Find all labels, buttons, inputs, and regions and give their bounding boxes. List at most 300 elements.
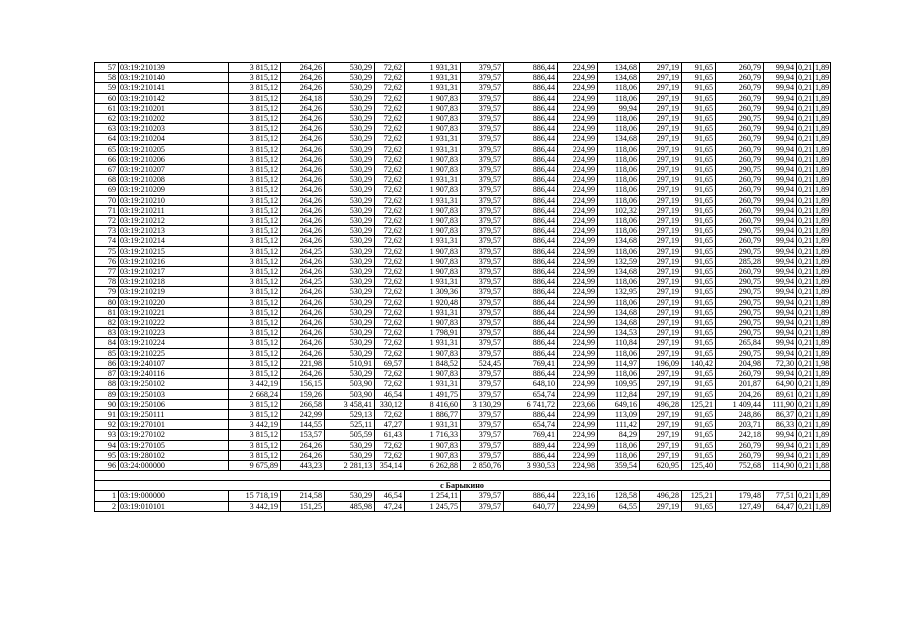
table-cell: 91,65 <box>682 440 716 450</box>
table-cell: 260,79 <box>716 124 764 134</box>
row-code: 03:19:210211 <box>119 205 229 215</box>
table-cell: 1 931,31 <box>405 420 461 430</box>
row-number: 69 <box>95 185 119 195</box>
table-cell: 530,29 <box>325 195 375 205</box>
table-cell: 72,30 <box>764 358 797 368</box>
table-cell: 264,18 <box>281 93 325 103</box>
row-number: 1 <box>95 491 119 501</box>
row-code: 03:19:210213 <box>119 226 229 236</box>
table-cell: 260,79 <box>716 195 764 205</box>
row-code: 03:19:250103 <box>119 389 229 399</box>
table-cell: 72,62 <box>375 134 405 144</box>
table-cell: 224,99 <box>558 358 598 368</box>
row-code: 03:19:210216 <box>119 256 229 266</box>
table-cell: 1 907,83 <box>405 256 461 266</box>
row-code: 03:19:210212 <box>119 216 229 226</box>
table-cell: 224,99 <box>558 420 598 430</box>
section-title: с Барыкино <box>95 481 831 491</box>
table-cell: 1 254,11 <box>405 491 461 501</box>
table-cell: 260,79 <box>716 236 764 246</box>
table-cell: 99,94 <box>764 63 797 73</box>
table-cell: 297,19 <box>640 83 682 93</box>
table-cell: 224,99 <box>558 144 598 154</box>
table-cell: 297,19 <box>640 369 682 379</box>
row-number: 92 <box>95 420 119 430</box>
table-cell: 290,75 <box>716 226 764 236</box>
table-cell: 118,06 <box>598 226 640 236</box>
row-number: 94 <box>95 440 119 450</box>
table-cell: 379,57 <box>461 307 504 317</box>
row-number: 2 <box>95 501 119 511</box>
table-cell: 1,89 <box>815 73 830 83</box>
table-cell: 0,21 <box>798 267 813 277</box>
table-row <box>95 236 831 246</box>
spacer-row <box>95 471 831 481</box>
table-cell: 72,62 <box>375 440 405 450</box>
table-cell: 72,62 <box>375 154 405 164</box>
table-row <box>95 409 831 419</box>
table-cell: 886,44 <box>504 328 558 338</box>
table-cell: 91,65 <box>682 114 716 124</box>
row-code: 03:19:210210 <box>119 195 229 205</box>
row-code: 03:19:210204 <box>119 134 229 144</box>
table-cell: 118,06 <box>598 216 640 226</box>
table-row <box>95 154 831 164</box>
table-cell: 297,19 <box>640 185 682 195</box>
table-cell: 86,37 <box>764 409 797 419</box>
table-cell: 3 442,19 <box>229 501 281 511</box>
table-cell: 1,89 <box>815 369 830 379</box>
table-cell: 1,89 <box>815 287 830 297</box>
table-cell: 224,99 <box>558 297 598 307</box>
table-cell: 118,06 <box>598 369 640 379</box>
table-cell: 379,57 <box>461 124 504 134</box>
table-cell: 91,65 <box>682 154 716 164</box>
table-cell: 3 815,12 <box>229 195 281 205</box>
section-header-row <box>95 481 831 491</box>
table-cell: 72,62 <box>375 144 405 154</box>
row-code: 03:19:250102 <box>119 379 229 389</box>
table-cell: 264,26 <box>281 134 325 144</box>
table-cell: 91,65 <box>682 420 716 430</box>
table-cell: 224,98 <box>558 460 598 470</box>
table-cell: 0,21 <box>798 399 813 409</box>
table-cell: 260,79 <box>716 93 764 103</box>
table-cell: 886,44 <box>504 165 558 175</box>
table-cell: 886,44 <box>504 114 558 124</box>
table-cell: 134,68 <box>598 73 640 83</box>
table-cell: 1 907,83 <box>405 348 461 358</box>
table-cell: 530,29 <box>325 114 375 124</box>
table-cell: 214,58 <box>281 491 325 501</box>
table-cell: 99,94 <box>764 369 797 379</box>
table-cell: 1 907,83 <box>405 205 461 215</box>
section-body <box>95 471 831 512</box>
table-cell: 118,06 <box>598 83 640 93</box>
table-cell: 886,44 <box>504 205 558 215</box>
table-cell: 3 815,12 <box>229 256 281 266</box>
table-cell: 297,19 <box>640 205 682 215</box>
table-cell: 297,19 <box>640 450 682 460</box>
table-cell: 297,19 <box>640 256 682 266</box>
table-cell: 264,26 <box>281 267 325 277</box>
table-cell: 1 931,31 <box>405 195 461 205</box>
table-cell: 886,44 <box>504 185 558 195</box>
table-cell: 1 931,31 <box>405 379 461 389</box>
table-cell: 1 491,75 <box>405 389 461 399</box>
table-cell: 0,21 <box>798 246 813 256</box>
table-cell: 379,57 <box>461 165 504 175</box>
table-cell: 1 907,83 <box>405 440 461 450</box>
table-row <box>95 63 831 73</box>
table-cell: 260,79 <box>716 63 764 73</box>
table-cell: 530,29 <box>325 267 375 277</box>
row-code: 03:19:210217 <box>119 267 229 277</box>
table-cell: 1 931,31 <box>405 73 461 83</box>
table-cell: 3 815,12 <box>229 338 281 348</box>
table-cell: 886,44 <box>504 175 558 185</box>
table-cell: 224,99 <box>558 73 598 83</box>
table-cell: 99,94 <box>764 103 797 113</box>
table-cell: 91,65 <box>682 389 716 399</box>
table-cell: 530,29 <box>325 297 375 307</box>
table-cell: 118,06 <box>598 348 640 358</box>
table-cell: 224,99 <box>558 369 598 379</box>
table-cell: 264,26 <box>281 236 325 246</box>
table-cell: 91,65 <box>682 63 716 73</box>
table-cell: 3 815,12 <box>229 134 281 144</box>
table-row <box>95 267 831 277</box>
table-cell: 0,21 <box>798 73 813 83</box>
table-cell: 379,57 <box>461 491 504 501</box>
table-cell: 72,62 <box>375 318 405 328</box>
table-cell: 886,44 <box>504 318 558 328</box>
table-cell: 379,57 <box>461 175 504 185</box>
row-code: 03:19:240116 <box>119 369 229 379</box>
table-cell: 530,29 <box>325 491 375 501</box>
table-cell: 0,21 <box>798 185 813 195</box>
table-cell: 72,62 <box>375 93 405 103</box>
table-cell: 1,89 <box>815 318 830 328</box>
table-cell: 134,68 <box>598 307 640 317</box>
table-cell: 224,99 <box>558 63 598 73</box>
table-cell: 886,44 <box>504 103 558 113</box>
table-cell: 264,26 <box>281 440 325 450</box>
table-cell: 3 815,12 <box>229 287 281 297</box>
table-cell: 297,19 <box>640 430 682 440</box>
table-cell: 264,26 <box>281 154 325 164</box>
table-cell: 72,62 <box>375 205 405 215</box>
table-cell: 127,49 <box>716 501 764 511</box>
table-cell: 264,26 <box>281 348 325 358</box>
table-cell: 290,75 <box>716 114 764 124</box>
table-cell: 297,19 <box>640 440 682 450</box>
table-cell: 1 931,31 <box>405 236 461 246</box>
table-cell: 264,26 <box>281 205 325 215</box>
table-cell: 379,57 <box>461 246 504 256</box>
table-cell: 379,57 <box>461 379 504 389</box>
table-cell: 91,65 <box>682 277 716 287</box>
table-cell: 530,29 <box>325 205 375 215</box>
table-cell: 2 850,76 <box>461 460 504 470</box>
table-row <box>95 73 831 83</box>
table-cell: 1 920,48 <box>405 297 461 307</box>
table-cell: 1,89 <box>815 93 830 103</box>
table-cell: 72,62 <box>375 338 405 348</box>
table-cell: 0,21 <box>798 450 813 460</box>
table-cell: 1 886,77 <box>405 409 461 419</box>
table-cell: 1 931,31 <box>405 144 461 154</box>
table-cell: 524,45 <box>461 358 504 368</box>
table-cell: 224,99 <box>558 103 598 113</box>
table-cell: 0,21 <box>798 379 813 389</box>
table-cell: 379,57 <box>461 369 504 379</box>
row-number: 61 <box>95 103 119 113</box>
table-cell: 264,26 <box>281 63 325 73</box>
table-cell: 112,84 <box>598 389 640 399</box>
table-cell: 1,89 <box>815 195 830 205</box>
table-cell: 379,57 <box>461 430 504 440</box>
table-cell: 224,99 <box>558 83 598 93</box>
table-cell: 0,21 <box>798 236 813 246</box>
row-code: 03:19:270102 <box>119 430 229 440</box>
row-number: 81 <box>95 307 119 317</box>
row-number: 86 <box>95 358 119 368</box>
table-cell: 118,06 <box>598 297 640 307</box>
table-cell: 1,89 <box>815 236 830 246</box>
table-cell: 264,26 <box>281 307 325 317</box>
table-cell: 72,62 <box>375 195 405 205</box>
table-cell: 379,57 <box>461 328 504 338</box>
table-cell: 379,57 <box>461 103 504 113</box>
row-code: 03:19:210224 <box>119 338 229 348</box>
table-cell: 290,75 <box>716 246 764 256</box>
row-number: 68 <box>95 175 119 185</box>
table-cell: 99,94 <box>764 205 797 215</box>
table-row <box>95 83 831 93</box>
table-cell: 61,43 <box>375 430 405 440</box>
table-cell: 156,15 <box>281 379 325 389</box>
table-cell: 118,06 <box>598 144 640 154</box>
table-cell: 379,57 <box>461 236 504 246</box>
table-cell: 204,26 <box>716 389 764 399</box>
row-number: 91 <box>95 409 119 419</box>
table-cell: 3 815,12 <box>229 277 281 287</box>
table-cell: 99,94 <box>764 185 797 195</box>
table-cell: 769,41 <box>504 430 558 440</box>
table-cell: 264,25 <box>281 277 325 287</box>
table-cell: 290,75 <box>716 318 764 328</box>
row-code: 03:19:210207 <box>119 165 229 175</box>
table-cell: 91,65 <box>682 328 716 338</box>
table-cell: 224,99 <box>558 246 598 256</box>
table-cell: 0,21 <box>798 338 813 348</box>
table-cell: 114,90 <box>764 460 797 470</box>
table-cell: 530,29 <box>325 144 375 154</box>
table-cell: 379,57 <box>461 348 504 358</box>
table-cell: 503,90 <box>325 379 375 389</box>
table-cell: 297,19 <box>640 318 682 328</box>
table-cell: 0,21 <box>798 297 813 307</box>
table-cell: 224,99 <box>558 216 598 226</box>
table-row <box>95 195 831 205</box>
table-cell: 118,06 <box>598 165 640 175</box>
table-row <box>95 246 831 256</box>
table-cell: 91,65 <box>682 216 716 226</box>
table-cell: 1 907,83 <box>405 93 461 103</box>
row-code: 03:19:210205 <box>119 144 229 154</box>
table-cell: 140,42 <box>682 358 716 368</box>
table-cell: 72,62 <box>375 379 405 389</box>
table-cell: 1,89 <box>815 501 830 511</box>
table-cell: 886,44 <box>504 409 558 419</box>
table-cell: 297,19 <box>640 297 682 307</box>
row-code: 03:19:210221 <box>119 307 229 317</box>
table-cell: 1,89 <box>815 450 830 460</box>
row-number: 82 <box>95 318 119 328</box>
table-cell: 264,25 <box>281 246 325 256</box>
table-cell: 530,29 <box>325 256 375 266</box>
table-cell: 1,89 <box>815 165 830 175</box>
table-cell: 886,44 <box>504 491 558 501</box>
table-cell: 1 907,83 <box>405 318 461 328</box>
table-cell: 297,19 <box>640 154 682 164</box>
table-cell: 264,26 <box>281 165 325 175</box>
table-row <box>95 389 831 399</box>
table-cell: 223,66 <box>558 399 598 409</box>
table-cell: 886,44 <box>504 267 558 277</box>
table-cell: 72,62 <box>375 246 405 256</box>
table-row <box>95 93 831 103</box>
table-cell: 125,21 <box>682 491 716 501</box>
table-cell: 1,89 <box>815 328 830 338</box>
table-cell: 260,79 <box>716 205 764 215</box>
table-cell: 886,44 <box>504 73 558 83</box>
table-cell: 86,33 <box>764 420 797 430</box>
table-cell: 1 716,33 <box>405 430 461 440</box>
table-cell: 1,98 <box>815 358 830 368</box>
table-cell: 1 907,83 <box>405 124 461 134</box>
table-cell: 3 815,12 <box>229 246 281 256</box>
table-cell: 260,79 <box>716 134 764 144</box>
table-cell: 0,21 <box>798 134 813 144</box>
table-cell: 224,99 <box>558 430 598 440</box>
row-code: 03:24:000000 <box>119 460 229 470</box>
row-number: 62 <box>95 114 119 124</box>
table-cell: 264,26 <box>281 256 325 266</box>
table-cell: 1,89 <box>815 440 830 450</box>
table-cell: 290,75 <box>716 307 764 317</box>
row-code: 03:19:210218 <box>119 277 229 287</box>
table-cell: 0,21 <box>798 103 813 113</box>
row-code: 03:19:210209 <box>119 185 229 195</box>
table-cell: 264,26 <box>281 73 325 83</box>
table-cell: 886,44 <box>504 450 558 460</box>
table-cell: 99,94 <box>764 297 797 307</box>
table-cell: 530,29 <box>325 165 375 175</box>
table-cell: 224,99 <box>558 114 598 124</box>
table-cell: 886,44 <box>504 226 558 236</box>
table-cell: 530,29 <box>325 154 375 164</box>
table-cell: 3 442,19 <box>229 379 281 389</box>
table-cell: 503,90 <box>325 389 375 399</box>
table-cell: 3 442,19 <box>229 420 281 430</box>
table-cell: 379,57 <box>461 450 504 460</box>
table-cell: 530,29 <box>325 216 375 226</box>
table-cell: 0,21 <box>798 154 813 164</box>
table-cell: 379,57 <box>461 195 504 205</box>
table-cell: 3 815,12 <box>229 267 281 277</box>
table-row <box>95 175 831 185</box>
row-code: 03:19:210214 <box>119 236 229 246</box>
table-cell: 64,47 <box>764 501 797 511</box>
table-cell: 224,99 <box>558 134 598 144</box>
table-cell: 91,65 <box>682 287 716 297</box>
table-cell: 297,19 <box>640 236 682 246</box>
table-cell: 505,59 <box>325 430 375 440</box>
table-cell: 46,54 <box>375 389 405 399</box>
table-cell: 224,99 <box>558 409 598 419</box>
table-cell: 0,21 <box>798 328 813 338</box>
table-row <box>95 226 831 236</box>
row-number: 64 <box>95 134 119 144</box>
table-cell: 297,19 <box>640 267 682 277</box>
table-cell: 99,94 <box>764 114 797 124</box>
table-cell: 1,89 <box>815 175 830 185</box>
table-cell: 379,57 <box>461 297 504 307</box>
table-cell: 151,25 <box>281 501 325 511</box>
table-cell: 91,65 <box>682 185 716 195</box>
table-cell: 91,65 <box>682 205 716 215</box>
table-cell: 47,24 <box>375 501 405 511</box>
table-cell: 290,75 <box>716 297 764 307</box>
table-cell: 1,89 <box>815 430 830 440</box>
table-row <box>95 277 831 287</box>
table-row <box>95 328 831 338</box>
table-cell: 242,18 <box>716 430 764 440</box>
table-cell: 530,29 <box>325 277 375 287</box>
table-cell: 91,65 <box>682 236 716 246</box>
table-cell: 379,57 <box>461 440 504 450</box>
table-cell: 99,94 <box>764 73 797 83</box>
table-cell: 1 907,83 <box>405 450 461 460</box>
table-cell: 0,21 <box>798 165 813 175</box>
table-cell: 886,44 <box>504 195 558 205</box>
table-cell: 530,29 <box>325 175 375 185</box>
table-row <box>95 369 831 379</box>
table-cell: 530,29 <box>325 450 375 460</box>
table-cell: 1,89 <box>815 409 830 419</box>
table-cell: 224,99 <box>558 175 598 185</box>
table-cell: 110,84 <box>598 338 640 348</box>
table-cell: 0,21 <box>798 277 813 287</box>
row-code: 03:19:000000 <box>119 491 229 501</box>
table-row <box>95 165 831 175</box>
table-cell: 109,95 <box>598 379 640 389</box>
row-number: 80 <box>95 297 119 307</box>
table-cell: 84,29 <box>598 430 640 440</box>
table-cell: 886,44 <box>504 369 558 379</box>
table-cell: 530,29 <box>325 369 375 379</box>
row-number: 89 <box>95 389 119 399</box>
table-cell: 530,29 <box>325 73 375 83</box>
table-cell: 224,99 <box>558 348 598 358</box>
row-number: 60 <box>95 93 119 103</box>
table-cell: 1 907,83 <box>405 103 461 113</box>
table-cell: 886,44 <box>504 287 558 297</box>
table-cell: 1,89 <box>815 114 830 124</box>
table-cell: 379,57 <box>461 216 504 226</box>
